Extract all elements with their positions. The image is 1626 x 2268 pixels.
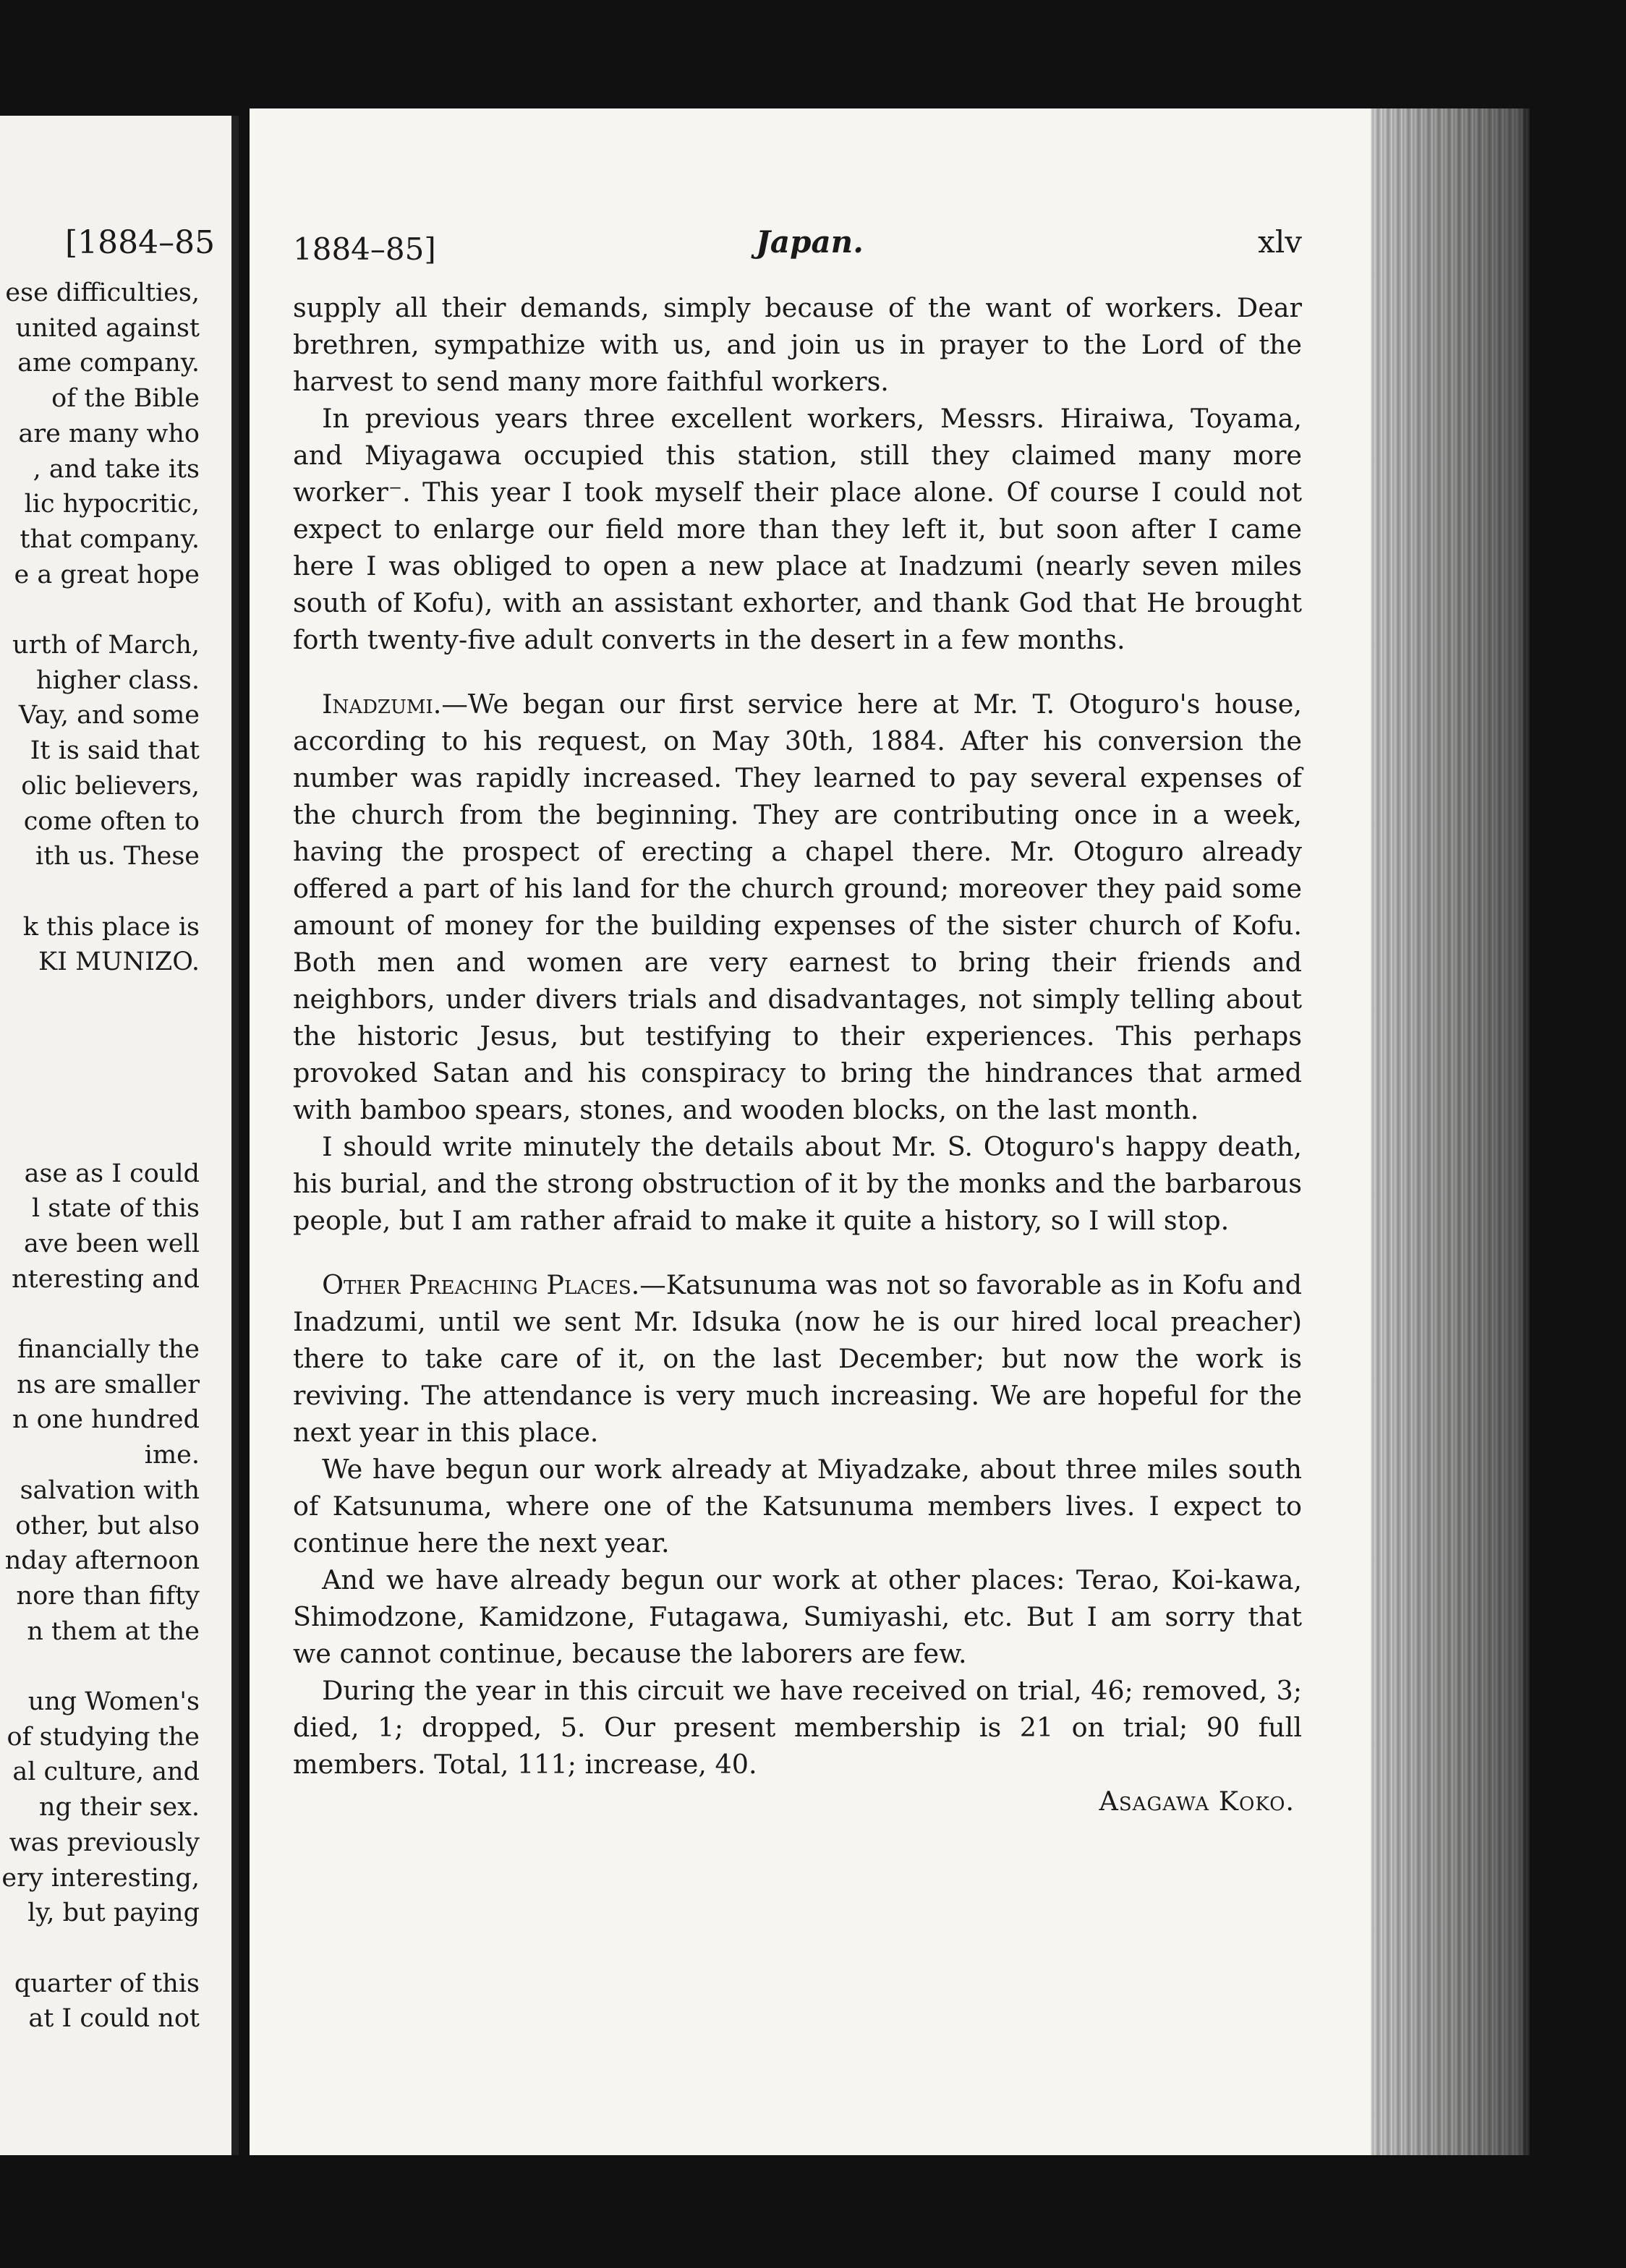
left-page-line: urth of March, [12, 631, 200, 660]
left-page-line: n one hundred [12, 1405, 200, 1435]
left-page-line: olic believers, [21, 771, 200, 801]
left-page-line: that company. [20, 524, 200, 554]
left-page-line: ame company. [17, 349, 200, 378]
left-page-line: united against [15, 313, 200, 343]
left-page [0, 116, 239, 2155]
left-page-line: al culture, and [12, 1757, 200, 1787]
left-page-line: nday afternoon [4, 1546, 200, 1576]
left-page-line: other, but also [15, 1511, 200, 1540]
left-page-line: ese difficulties, [5, 278, 200, 307]
left-page-line: k this place is [22, 912, 200, 942]
left-page-line: of studying the [7, 1722, 200, 1752]
left-page-line: nteresting and [12, 1264, 200, 1294]
paragraph: supply all their demands, simply because of the want of workers. Dear brethren, sympathize with us, and join us in prayer to the Lord of the harvest to send many more faithful workers. [293, 292, 1302, 397]
left-page-line: ly, but paying [27, 1898, 200, 1928]
left-page-line: ime. [144, 1441, 200, 1470]
left-page-line: come often to [23, 806, 200, 836]
left-page-line: ave been well [23, 1229, 200, 1258]
left-page-line: l state of this [31, 1194, 200, 1224]
left-page-line: nore than fifty [16, 1581, 200, 1611]
running-head-title: Japan. [756, 224, 864, 260]
left-page-line: n them at the [27, 1616, 200, 1646]
paragraph: I should write minutely the details about Mr. S. Otoguro's happy death, his burial, and the strong obstruction of it by the monks and the barbarous people, but I am rather afraid to make it quite a history, so I will stop. [293, 1131, 1302, 1236]
section-heading: Inadzumi. [322, 688, 442, 720]
paragraph: During the year in this circuit we have received on trial, 46; removed, 3; died, 1; dropped, 5. Our present membership is 21 on trial; 90 full members. Total, 111; increase, 40. [293, 1675, 1302, 1780]
left-page-line: ng their sex. [39, 1793, 200, 1822]
left-running-head: [1884–85 [65, 224, 216, 261]
left-page-line: ith us. These [35, 842, 200, 871]
page-header [293, 224, 1302, 275]
paragraph-inadzumi: Inadzumi.—We began our first service here at Mr. T. Otoguro's house, according to his request, on May 30th, 1884. After his conversion the number was rapidly increased. They learned to pay several expenses of the church from the beginning. They are contributing once in a week, having the prospect of erecting a chapel there. Mr. Otoguro already offered a part of his land for the church ground; moreover they paid some amount of money for the building expenses of the sister church of Kofu. Both men and women are very earnest to bring their friends and neighbors, under divers trials and disadvantages, not simply telling about the historic Jesus, but testifying to their experiences. This perhaps provoked Satan and his conspiracy to bring the hindrances that armed with bamboo spears, stones, and wooden blocks, on the last month. [293, 688, 1302, 1125]
left-page-line: quarter of this [14, 1969, 200, 1998]
left-page-line: e a great hope [14, 560, 200, 589]
left-page-line: was previously [9, 1828, 200, 1857]
paragraph-other-preaching-places: Other Preaching Places.—Katsunuma was not so favorable as in Kofu and Inadzumi, until we sent Mr. Idsuka (now he is our hired local preacher) there to take care of it, on the last December; but now the work is reviving. The attendance is very much increasing. We are hopeful for the next year in this place. [293, 1269, 1302, 1448]
running-head-years: 1884–85] [293, 231, 436, 267]
left-page-line: salvation with [20, 1475, 200, 1505]
left-page-line: ns are smaller [17, 1370, 200, 1399]
left-page-line: KI MUNIZO. [38, 947, 200, 977]
left-page-line: financially the [17, 1335, 200, 1364]
left-page-line: ase as I could [24, 1159, 200, 1188]
left-page-line: are many who [18, 419, 200, 448]
paragraph: And we have already begun our work at other places: Terao, Koi-kawa, Shimodzone, Kamidzone, Futagawa, Sumiyashi, etc. But I am sorry that we cannot continue, because the laborers are few. [293, 1564, 1302, 1669]
left-page-line: ung Women's [27, 1687, 200, 1716]
section-heading: Other Preaching Places. [322, 1269, 640, 1300]
page-body [293, 289, 1302, 1820]
left-page-line: ery interesting, [1, 1863, 200, 1893]
page-number: xlv [1258, 224, 1302, 260]
left-page-line: of the Bible [51, 384, 200, 414]
left-page-line: lic hypocritic, [24, 490, 200, 519]
left-page-line: at I could not [28, 2004, 200, 2034]
left-page-line: higher class. [36, 665, 200, 695]
right-page [250, 108, 1523, 2155]
paragraph: In previous years three excellent workers, Messrs. Hiraiwa, Toyama, and Miyagawa occupied this station, still they claimed many more worker⁻. This year I took myself their place alone. Of course I could not expect to enlarge our field more than they left it, but soon after I came here I was obliged to open a new place at Inadzumi (nearly seven miles south of Kofu), with an assistant exhorter, and thank God that He brought forth twenty-five adult converts in the desert in a few months. [293, 403, 1302, 655]
page-edge-block [1371, 108, 1530, 2155]
paragraph: We have begun our work already at Miyadzake, about three miles south of Katsunuma, where one of the Katsunuma members lives. I expect to continue here the next year. [293, 1454, 1302, 1559]
left-page-line: It is said that [30, 736, 200, 766]
signature: Asagawa Koko. [1099, 1786, 1295, 1817]
left-page-line: , and take its [33, 454, 200, 484]
left-page-line: Vay, and some [18, 701, 200, 730]
